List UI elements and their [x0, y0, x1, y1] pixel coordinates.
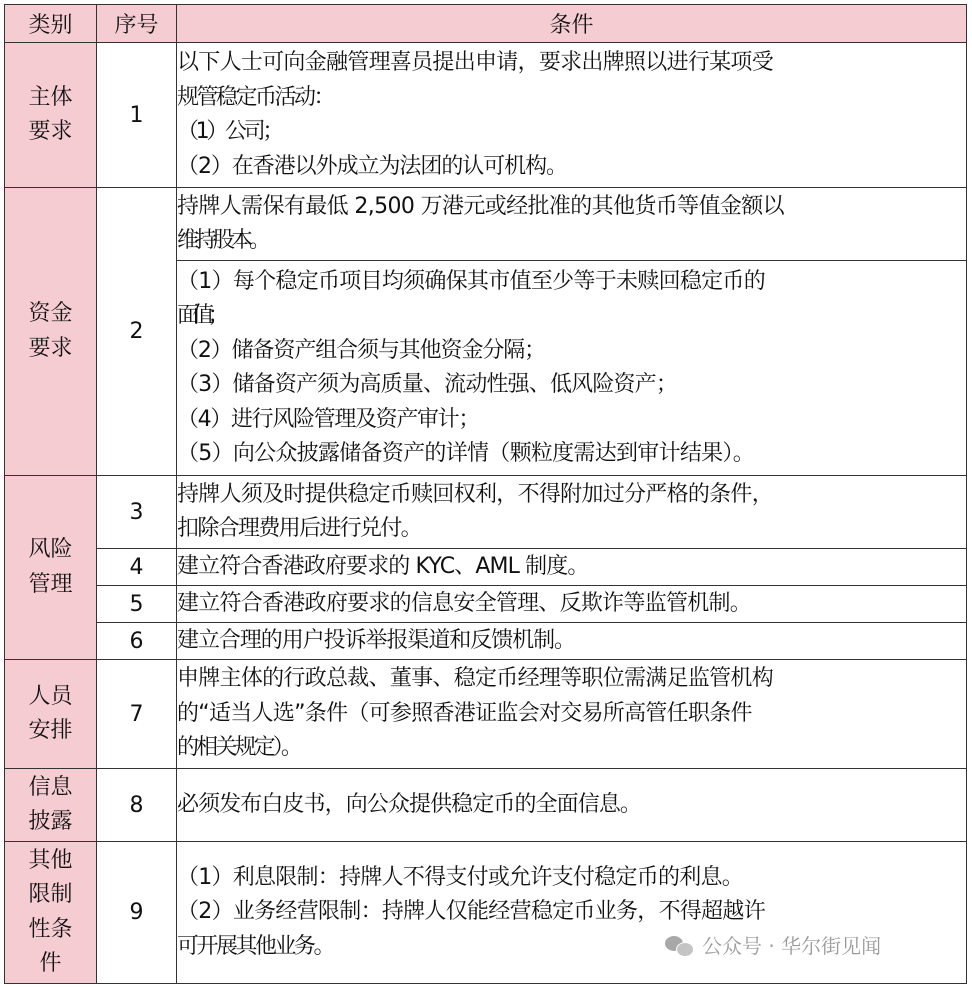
- condition-cell: [177, 476, 967, 549]
- table-row: [5, 842, 967, 984]
- condition-line: （3）储备资产须为高质量、流动性强、低风险资产；: [177, 372, 677, 397]
- condition-line: （1）每个稳定币项目均须确保其市值至少等于未赎回稳定币的: [177, 268, 765, 294]
- condition-cell: [177, 586, 967, 623]
- header-category: 类别: [5, 5, 97, 43]
- condition-line: 规管稳定币活动：: [177, 84, 334, 110]
- condition-cell: [177, 43, 967, 188]
- condition-line: 扣除合理费用后进行兑付。: [177, 516, 422, 541]
- table-row: [5, 769, 967, 842]
- condition-line: （2）在香港以外成立为法团的认可机构。: [177, 153, 567, 179]
- index-cell: 4: [97, 549, 177, 586]
- category-cell: 其他 限制 性条 件: [5, 842, 97, 984]
- category-cell: 风险 管理: [5, 476, 97, 660]
- condition-cell: [177, 623, 967, 660]
- category-cell: 资金 要求: [5, 188, 97, 476]
- condition-line: 建立符合香港政府要求的 KYC、AML 制度。: [177, 553, 589, 579]
- index-cell: 2: [97, 188, 177, 476]
- index-cell: 6: [97, 623, 177, 660]
- index-cell: 3: [97, 476, 177, 549]
- condition-line: 的“适当人选”条件（可参照香港证监会对交易所高管任职条件: [177, 700, 752, 726]
- condition-line: 申牌主体的行政总裁、董事、稳定币经理等职位需满足监管机构: [177, 666, 774, 692]
- condition-line: （2）业务经营限制：持牌人仅能经营稳定币业务，不得超越许: [177, 899, 765, 925]
- watermark: [665, 930, 881, 959]
- condition-line: 持牌人须及时提供稳定币赎回权利，不得附加过分严格的条件，: [177, 481, 774, 507]
- table-row: [5, 43, 967, 188]
- condition-line: （4）进行风险管理及资产审计；: [177, 406, 479, 432]
- condition-line: 持牌人需保有最低 2,500 万港元或经批准的其他货币等值金额以: [177, 193, 784, 219]
- condition-cell: [177, 769, 967, 842]
- condition-line: （5）向公众披露储备资产的详情（颗粒度需达到审计结果）。: [177, 441, 754, 466]
- table-row: [5, 586, 967, 623]
- wechat-icon: [665, 934, 695, 956]
- condition-line: 的相关规定）。: [177, 735, 301, 761]
- index-cell: 1: [97, 43, 177, 188]
- condition-line: 可开展其他业务。: [177, 933, 334, 959]
- condition-line: 必须发布白皮书，向公众提供稳定币的全面信息。: [177, 791, 642, 817]
- watermark-text: 公众号 · 华尔街见闻: [702, 934, 882, 958]
- table-row: [5, 623, 967, 660]
- index-cell: 8: [97, 769, 177, 842]
- category-cell: 人员 安排: [5, 660, 97, 769]
- conditions-table: [4, 4, 967, 984]
- condition-line: 建立合理的用户投诉举报渠道和反馈机制。: [177, 627, 576, 653]
- condition-line: 维持股本。: [177, 228, 268, 253]
- condition-cell: [177, 188, 967, 261]
- category-cell: 信息 披露: [5, 769, 97, 842]
- condition-line: 面值；: [177, 303, 224, 328]
- condition-cell: [177, 261, 967, 476]
- index-cell: 7: [97, 660, 177, 769]
- condition-line: 以下人士可向金融管理喜员提出申请，要求出牌照以进行某项受: [177, 50, 774, 75]
- condition-line: （1）利息限制：持牌人不得支付或允许支付稳定币的利息。: [177, 864, 743, 890]
- condition-cell: [177, 842, 967, 984]
- condition-line: （2）储备资产组合须与其他资金分隔；: [177, 337, 545, 363]
- table-header-row: [5, 5, 967, 43]
- table-row: [5, 188, 967, 261]
- table-row: [5, 549, 967, 586]
- index-cell: 9: [97, 842, 177, 984]
- index-cell: 5: [97, 586, 177, 623]
- condition-line: 建立符合香港政府要求的信息安全管理、反欺诈等监管机制。: [177, 590, 752, 616]
- condition-cell: [177, 660, 967, 769]
- condition-cell: [177, 549, 967, 586]
- table-row: [5, 476, 967, 549]
- category-cell: 主体 要求: [5, 43, 97, 188]
- condition-line: （1）公司；: [177, 119, 281, 144]
- header-index: 序号: [97, 5, 177, 43]
- header-condition: 条件: [177, 5, 967, 43]
- table-row: [5, 660, 967, 769]
